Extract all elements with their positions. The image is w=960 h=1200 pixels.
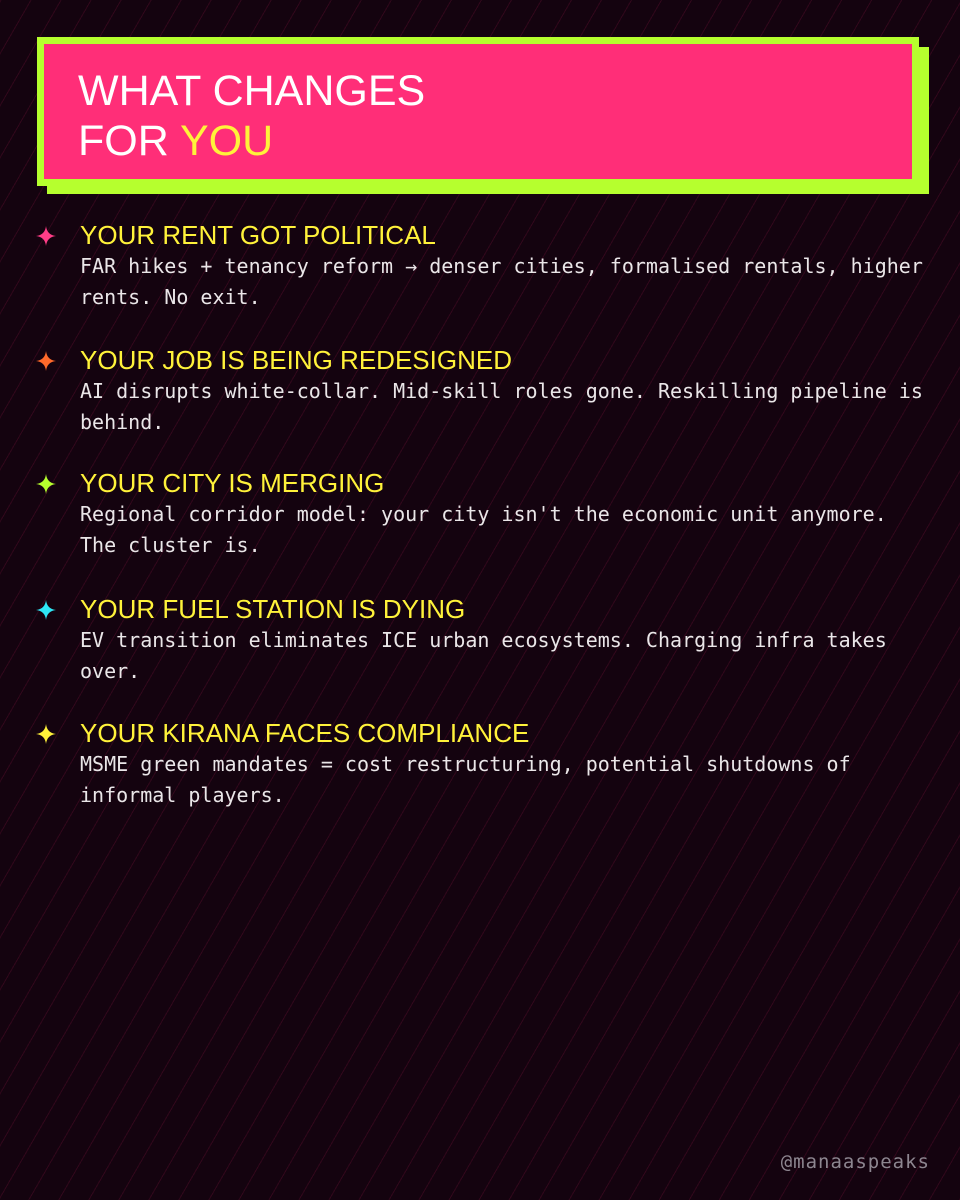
item-description: FAR hikes + tenancy reform → denser cities, formalised rentals, higher rents. No exit. [80, 254, 923, 309]
title-line-1: WHAT CHANGES [78, 67, 426, 115]
item-title: YOUR RENT GOT POLITICAL [80, 220, 436, 250]
item-description: EV transition eliminates ICE urban ecosystems. Charging infra takes over. [80, 628, 887, 683]
four-point-star-icon [36, 724, 56, 744]
four-point-star-icon [36, 474, 56, 494]
item-description: MSME green mandates = cost restructuring, potential shutdowns of informal players. [80, 752, 851, 807]
item-title: YOUR JOB IS BEING REDESIGNED [80, 345, 512, 375]
item-description: Regional corridor model: your city isn't the economic unit anymore. The cluster is. [80, 502, 887, 557]
item-title: YOUR CITY IS MERGING [80, 468, 385, 498]
title-line-2 [78, 116, 425, 166]
header-banner [37, 37, 919, 186]
four-point-star-icon [36, 351, 56, 371]
four-point-star-icon [36, 226, 56, 246]
item-description: AI disrupts white-collar. Mid-skill roles gone. Reskilling pipeline is behind. [80, 379, 923, 434]
four-point-star-icon [36, 600, 56, 620]
author-handle: @manaaspeaks [780, 1151, 930, 1173]
title-line-2-prefix: FOR [78, 117, 180, 165]
title-accent: YOU [179, 117, 274, 165]
item-title: YOUR FUEL STATION IS DYING [80, 594, 466, 624]
page-title [78, 66, 425, 166]
item-title: YOUR KIRANA FACES COMPLIANCE [80, 718, 530, 748]
